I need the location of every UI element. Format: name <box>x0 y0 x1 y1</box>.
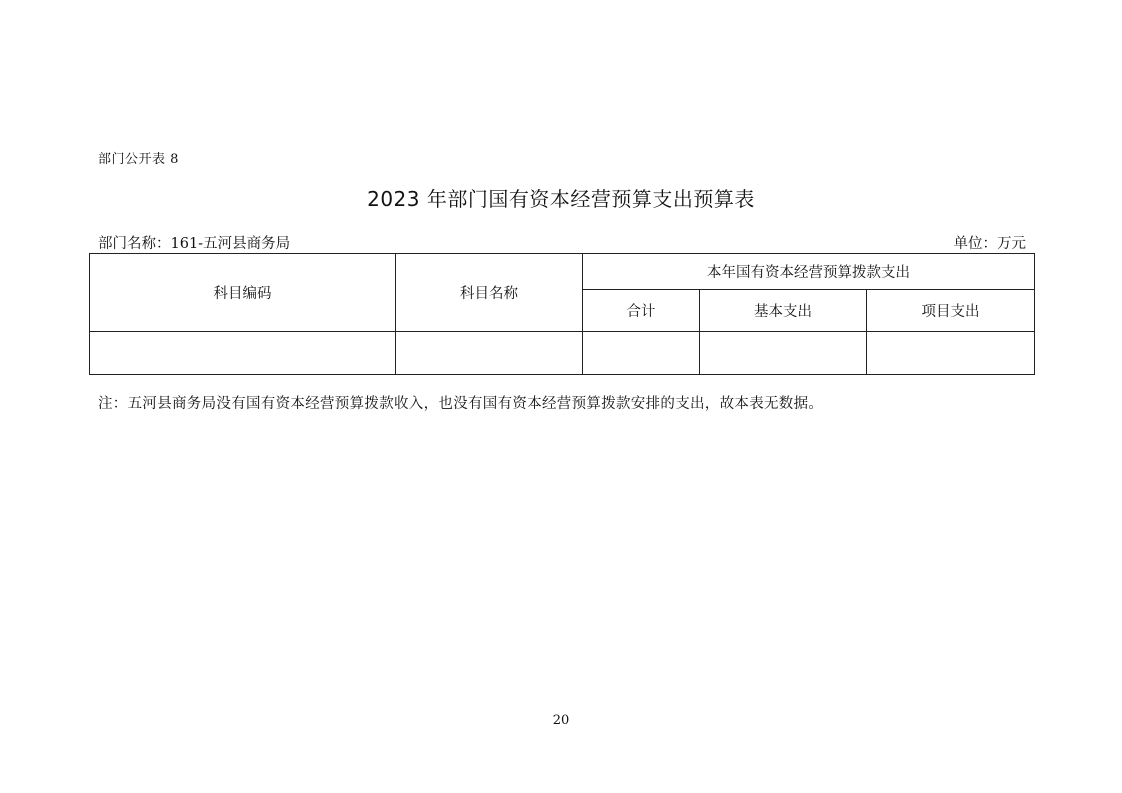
budget-table <box>89 253 1035 375</box>
table-header-row <box>90 254 1035 290</box>
table-row <box>90 332 1035 375</box>
table-meta-row <box>98 232 1026 253</box>
header-budget-group: 本年国有资本经营预算拨款支出 <box>583 254 1035 290</box>
table-note: 注：五河县商务局没有国有资本经营预算拨款收入，也没有国有资本经营预算拨款安排的支出，故本表无数据。 <box>98 396 824 412</box>
table-cell <box>90 332 396 375</box>
page-title: 2023 年部门国有资本经营预算支出预算表 <box>367 187 755 211</box>
header-basic-expense: 基本支出 <box>700 290 867 332</box>
header-subject-name: 科目名称 <box>396 254 583 332</box>
unit-label: 单位：万元 <box>953 236 1026 252</box>
table-number-label: 部门公开表 8 <box>98 152 179 167</box>
header-project-expense: 项目支出 <box>867 290 1035 332</box>
table-cell <box>583 332 700 375</box>
page-number: 20 <box>552 713 570 728</box>
header-subject-code: 科目编码 <box>90 254 396 332</box>
table-cell <box>396 332 583 375</box>
department-name: 部门名称：161-五河县商务局 <box>98 236 291 252</box>
header-total: 合计 <box>583 290 700 332</box>
table-cell <box>700 332 867 375</box>
table-cell <box>867 332 1035 375</box>
